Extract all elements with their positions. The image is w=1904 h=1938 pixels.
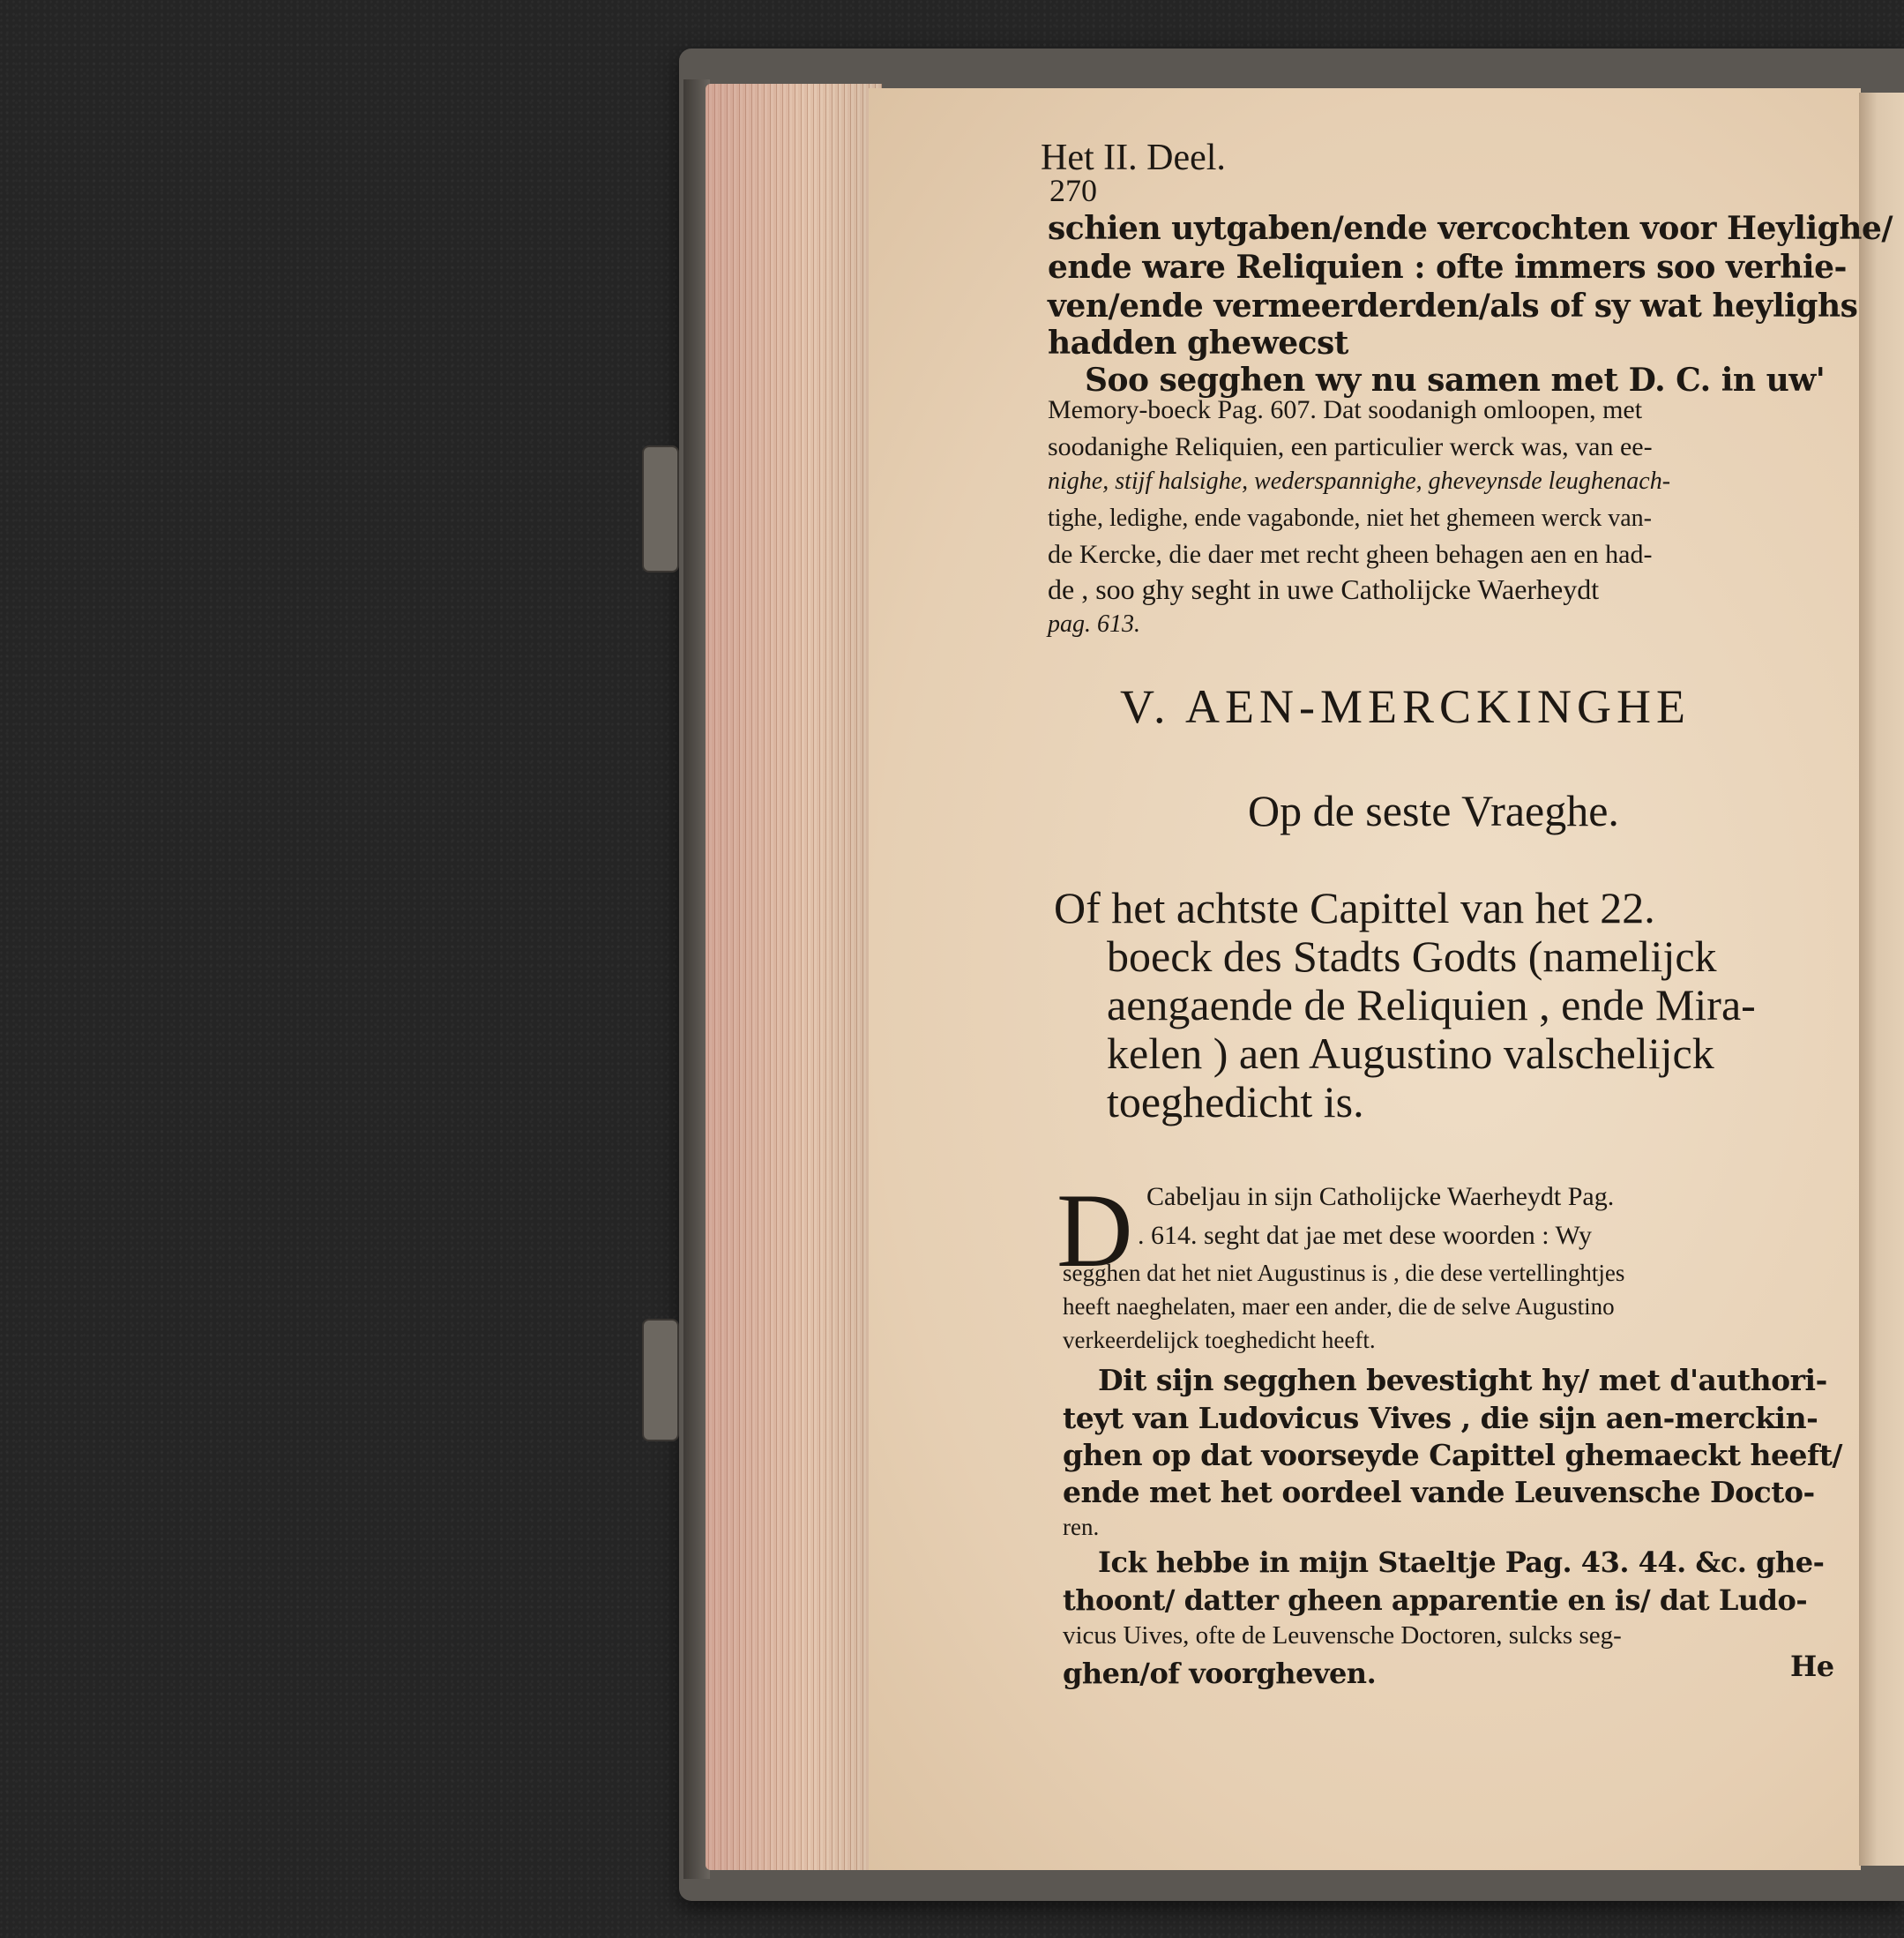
text-line: nighe, stijf halsighe, wederspannighe, gheveynsde leughenach- (1048, 468, 1671, 495)
text-line: heeft naeghelaten, maer een ander, die de selve Augustino (1063, 1293, 1615, 1320)
section-subheading: Op de seste Vraeghe. (1248, 786, 1619, 835)
text-line: schien uytgaben/ende vercochten voor Heylighe/ (1048, 210, 1893, 247)
text-line: Memory-boeck Pag. 607. Dat soodanigh omloopen, met (1048, 395, 1643, 424)
text-line: ghen op dat voorseyde Capittel ghemaeckt heeft/ (1063, 1438, 1842, 1472)
text-line: ren. (1063, 1514, 1100, 1540)
text-line: ghen/of voorgheven. (1063, 1657, 1377, 1690)
text-line: Dit sijn segghen bevestight hy/ met d'authori- (1098, 1363, 1827, 1397)
text-line: hadden ghewecst (1048, 325, 1348, 362)
text-line: Ick hebbe in mijn Staeltje Pag. 43. 44. &c. ghe- (1098, 1545, 1825, 1579)
text-line: pag. 613. (1048, 610, 1140, 638)
running-title: Het II. Deel. (1041, 138, 1226, 178)
right-page-edge (1859, 93, 1904, 1866)
text-line: segghen dat het niet Augustinus is , die dese vertellinghtjes (1063, 1260, 1625, 1286)
question-line: aengaende de Reliquien , ende Mira- (1107, 980, 1756, 1029)
upper-clasp (642, 445, 679, 572)
lower-clasp (642, 1319, 679, 1441)
text-line: ven/ende vermeerderden/als of sy wat heylighs (1048, 288, 1858, 325)
question-line: Of het achtste Capittel van het 22. (1054, 883, 1655, 932)
section-heading: V. AEN-MERCKINGHE (1120, 680, 1691, 733)
text-line: ende ware Reliquien : ofte immers soo verhie- (1048, 249, 1847, 286)
text-line: de , soo ghy seght in uwe Catholijcke Waerheydt (1048, 573, 1600, 605)
text-line: Cabeljau in sijn Catholijcke Waerheydt Pag. (1146, 1182, 1615, 1211)
page-number: 270 (1049, 173, 1097, 208)
text-line: . 614. seght dat jae met dese woorden : Wy (1138, 1221, 1593, 1250)
text-line: tighe, ledighe, ende vagabonde, niet het ghemeen werck van- (1048, 505, 1652, 532)
text-line: de Kercke, die daer met recht gheen behagen aen en had- (1048, 540, 1653, 569)
catchword: He (1790, 1650, 1834, 1683)
question-line: boeck des Stadts Godts (namelijck (1107, 932, 1717, 981)
text-line: teyt van Ludovicus Vives , die sijn aen-merckin- (1063, 1401, 1818, 1435)
text-line: Soo segghen wy nu samen met D. C. in uw' (1085, 362, 1826, 399)
question-line: toeghedicht is. (1107, 1077, 1364, 1126)
text-line: vicus Uives, ofte de Leuvensche Doctoren, sulcks seg- (1063, 1621, 1622, 1650)
text-line: ende met het oordeel vande Leuvensche Docto- (1063, 1475, 1815, 1509)
text-line: thoont/ datter gheen apparentie en is/ dat Ludo- (1063, 1583, 1808, 1617)
page-edges (706, 84, 882, 1870)
text-line: verkeerdelijck toeghedicht heeft. (1063, 1327, 1376, 1353)
drop-capital: D (1057, 1171, 1133, 1289)
question-line: kelen ) aen Augustino valschelijck (1107, 1029, 1714, 1078)
text-line: soodanighe Reliquien, een particulier werck was, van ee- (1048, 432, 1653, 461)
